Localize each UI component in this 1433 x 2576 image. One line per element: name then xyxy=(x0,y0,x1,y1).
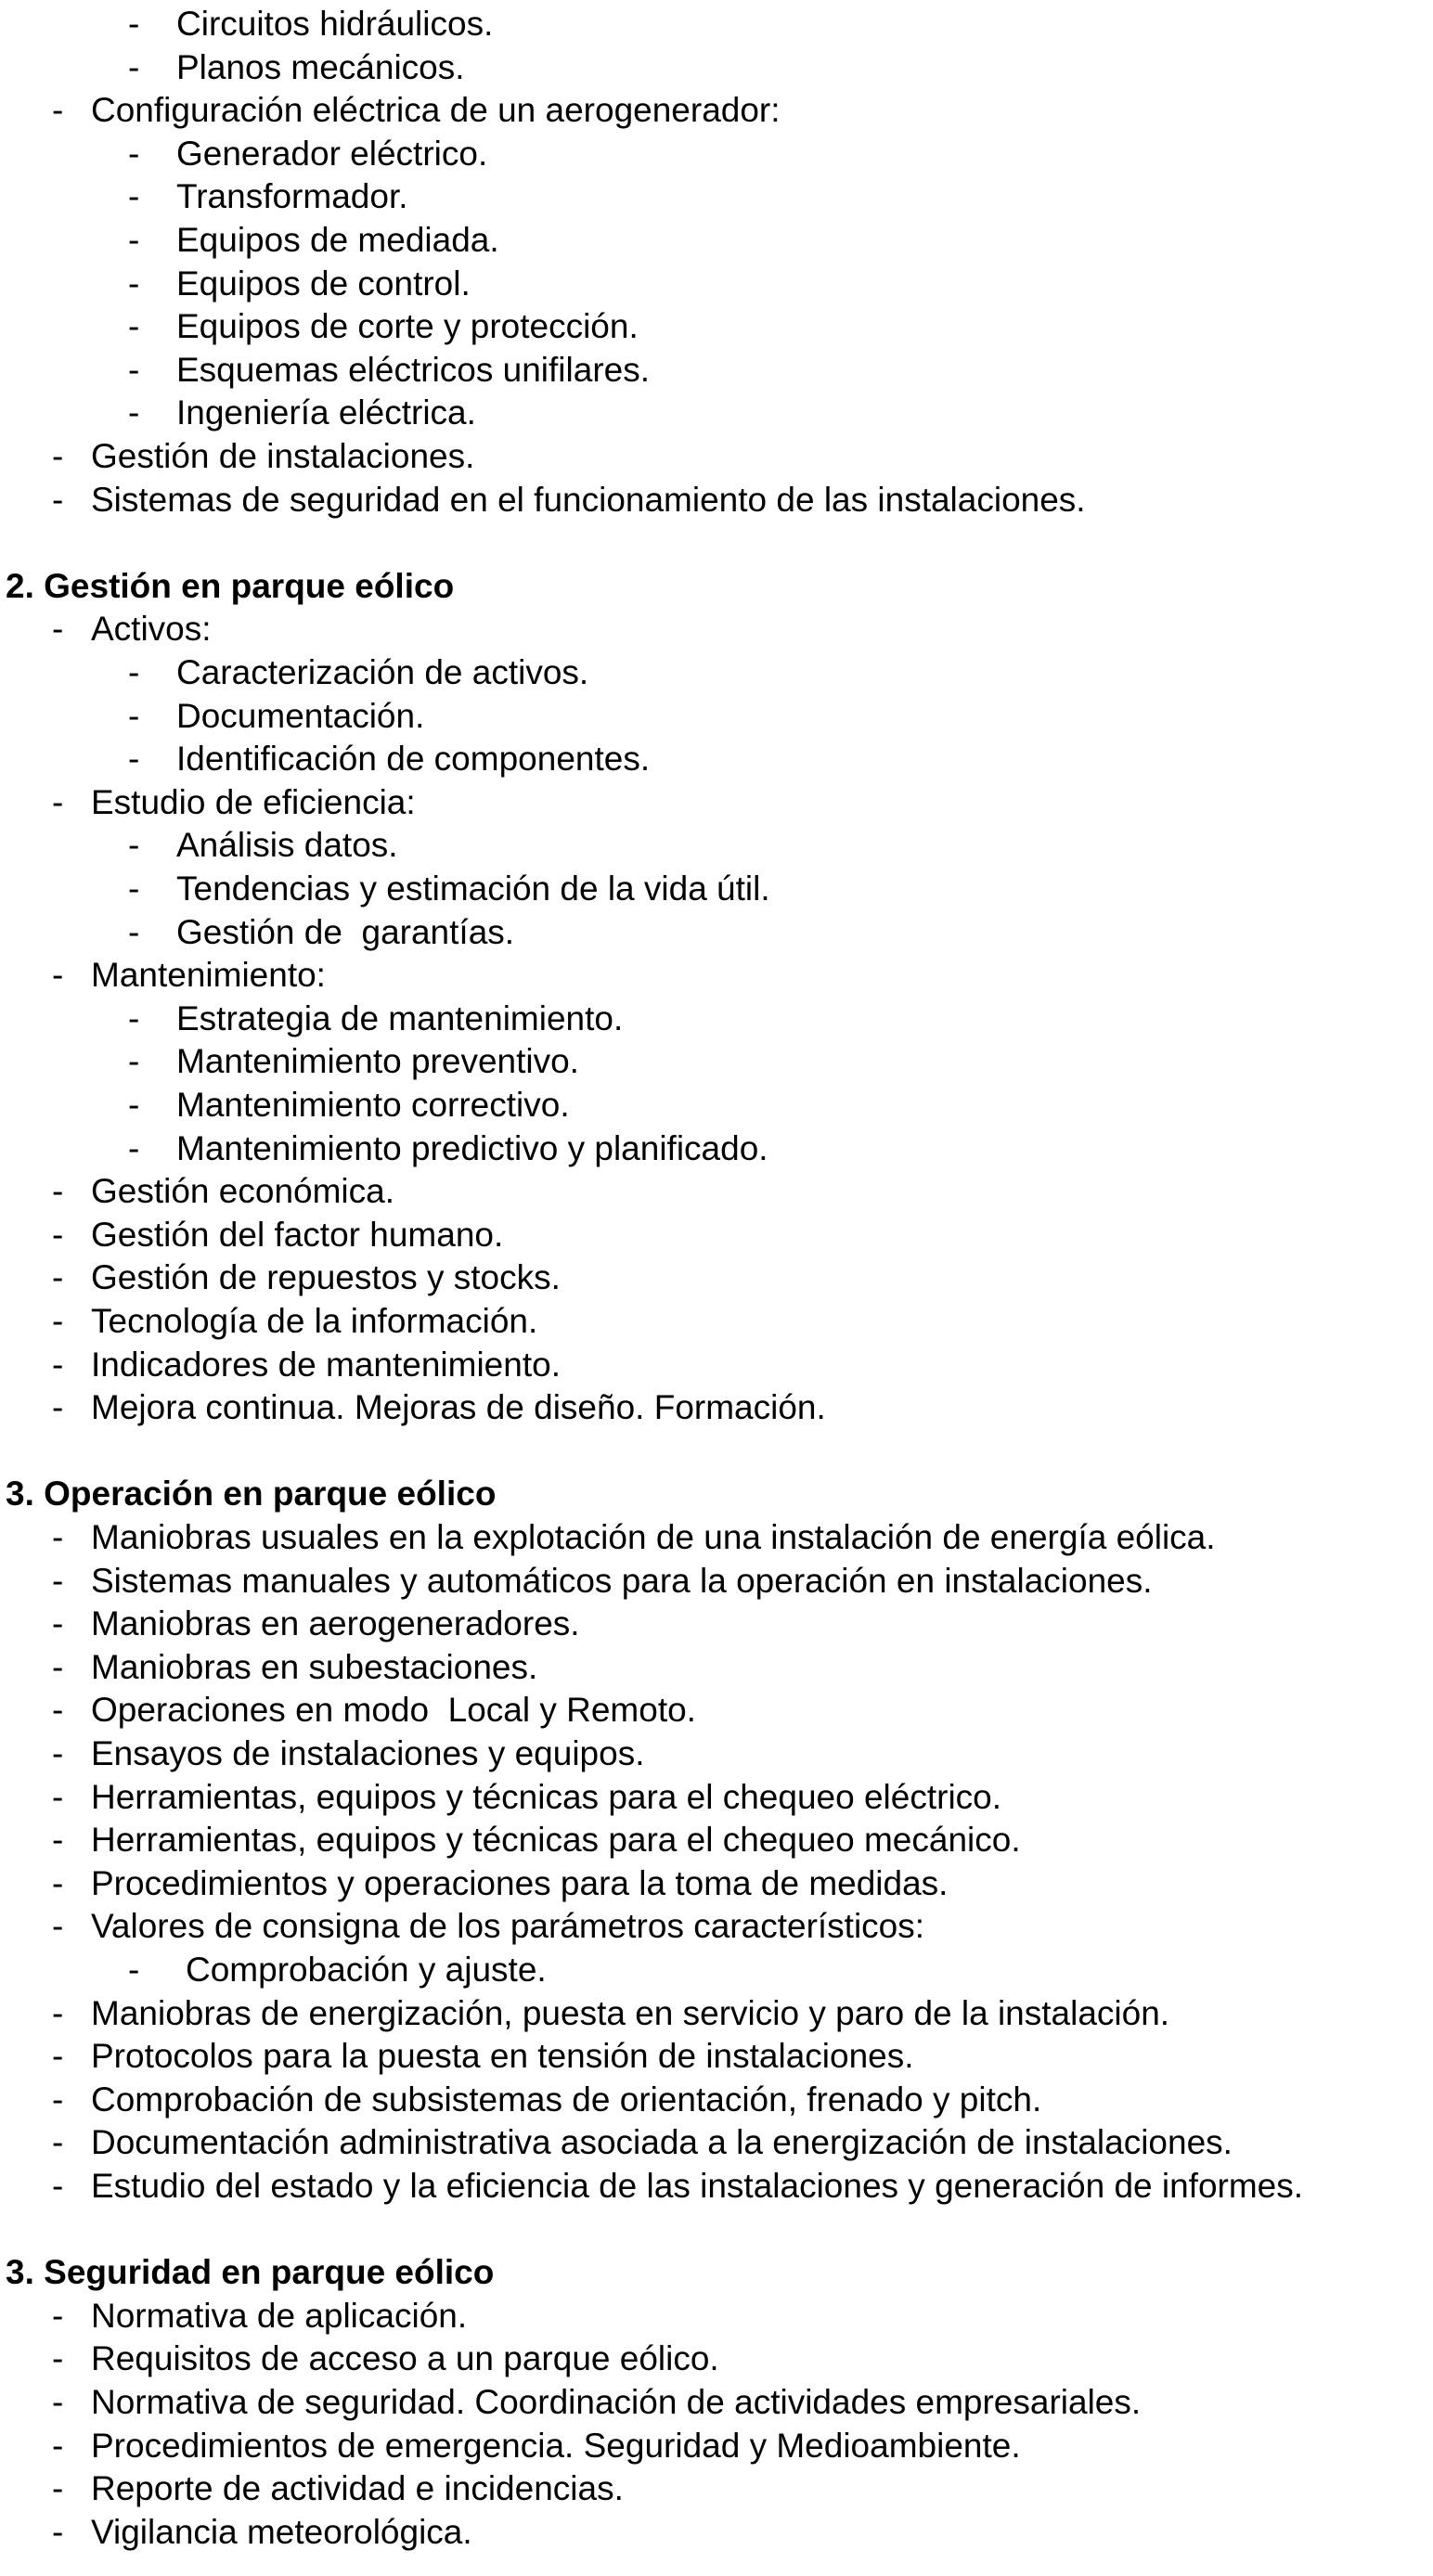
dash-bullet: - xyxy=(128,47,140,86)
item-text: Identificación de componentes. xyxy=(176,740,651,779)
dash-bullet: - xyxy=(128,5,140,43)
item-text: Maniobras en subestaciones. xyxy=(91,1647,538,1686)
item-text: Maniobras usuales en la explotación de una instalación de energía eólica. xyxy=(91,1518,1216,1556)
item-text: Tecnología de la información. xyxy=(91,1302,538,1340)
item-text: Esquemas eléctricos unifilares. xyxy=(176,350,650,389)
item-text: Activos: xyxy=(91,610,212,649)
dash-bullet: - xyxy=(52,2426,64,2465)
dash-bullet: - xyxy=(52,1863,64,1902)
item-text: Herramientas, equipos y técnicas para el chequeo mecánico. xyxy=(91,1821,1021,1860)
item-text: Sistemas de seguridad en el funcionamiento de las instalaciones. xyxy=(91,480,1086,519)
dash-bullet: - xyxy=(52,1907,64,1946)
item-text: Gestión de garantías. xyxy=(176,912,515,951)
item-text: Gestión económica. xyxy=(91,1172,395,1211)
item-text: Normativa de aplicación. xyxy=(91,2296,468,2335)
heading-text: 3. Operación en parque eólico xyxy=(6,1475,497,1513)
dash-bullet: - xyxy=(52,480,64,519)
item-text: Procedimientos y operaciones para la toma de medidas. xyxy=(91,1863,949,1902)
dash-bullet: - xyxy=(52,1691,64,1730)
dash-bullet: - xyxy=(128,1951,140,1989)
item-text: Mantenimiento: xyxy=(91,956,326,995)
item-text: Reporte de actividad e incidencias. xyxy=(91,2469,624,2508)
item-text: Gestión del factor humano. xyxy=(91,1215,504,1254)
item-text: Estudio de eficiencia: xyxy=(91,782,416,821)
item-text: Ensayos de instalaciones y equipos. xyxy=(91,1734,645,1772)
dash-bullet: - xyxy=(52,2383,64,2421)
dash-bullet: - xyxy=(128,264,140,303)
item-text: Equipos de control. xyxy=(176,264,471,303)
dash-bullet: - xyxy=(128,653,140,691)
item-text: Operaciones en modo Local y Remoto. xyxy=(91,1691,696,1730)
dash-bullet: - xyxy=(52,610,64,649)
dash-bullet: - xyxy=(52,1302,64,1340)
dash-bullet: - xyxy=(52,2512,64,2551)
dash-bullet: - xyxy=(128,177,140,216)
dash-bullet: - xyxy=(52,2296,64,2335)
item-text: Transformador. xyxy=(176,177,408,216)
item-text: Gestión de instalaciones. xyxy=(91,437,475,475)
item-text: Documentación. xyxy=(176,696,425,735)
heading-text: 3. Seguridad en parque eólico xyxy=(6,2253,495,2292)
item-text: Protocolos para la puesta en tensión de instalaciones. xyxy=(91,2037,914,2076)
dash-bullet: - xyxy=(52,2080,64,2119)
heading-text: 2. Gestión en parque eólico xyxy=(6,566,455,605)
dash-bullet: - xyxy=(52,437,64,475)
item-text: Gestión de repuestos y stocks. xyxy=(91,1258,561,1297)
item-text: Herramientas, equipos y técnicas para el chequeo eléctrico. xyxy=(91,1777,1002,1816)
dash-bullet: - xyxy=(52,2469,64,2508)
dash-bullet: - xyxy=(128,912,140,951)
item-text: Comprobación de subsistemas de orientación, frenado y pitch. xyxy=(91,2080,1042,2119)
dash-bullet: - xyxy=(52,782,64,821)
item-text: Indicadores de mantenimiento. xyxy=(91,1345,561,1384)
dash-bullet: - xyxy=(128,393,140,432)
item-text: Comprobación y ajuste. xyxy=(186,1951,547,1989)
dash-bullet: - xyxy=(52,1821,64,1860)
item-text: Documentación administrativa asociada a la energización de instalaciones. xyxy=(91,2123,1233,2162)
dash-bullet: - xyxy=(128,869,140,908)
dash-bullet: - xyxy=(52,1258,64,1297)
item-text: Tendencias y estimación de la vida útil. xyxy=(176,869,770,908)
item-text: Generador eléctrico. xyxy=(176,134,488,173)
item-text: Caracterización de activos. xyxy=(176,653,589,691)
item-text: Maniobras de energización, puesta en servicio y paro de la instalación. xyxy=(91,1993,1170,2032)
item-text: Mejora continua. Mejoras de diseño. Formación. xyxy=(91,1388,826,1427)
item-text: Equipos de corte y protección. xyxy=(176,307,639,346)
dash-bullet: - xyxy=(52,91,64,130)
dash-bullet: - xyxy=(128,740,140,779)
dash-bullet: - xyxy=(128,1086,140,1124)
item-text: Vigilancia meteorológica. xyxy=(91,2512,472,2551)
dash-bullet: - xyxy=(128,696,140,735)
dash-bullet: - xyxy=(52,2123,64,2162)
dash-bullet: - xyxy=(52,1172,64,1211)
item-text: Maniobras en aerogeneradores. xyxy=(91,1604,580,1643)
dash-bullet: - xyxy=(128,134,140,173)
item-text: Circuitos hidráulicos. xyxy=(176,5,494,43)
dash-bullet: - xyxy=(128,307,140,346)
dash-bullet: - xyxy=(128,221,140,259)
item-text: Equipos de mediada. xyxy=(176,221,499,259)
dash-bullet: - xyxy=(128,350,140,389)
item-text: Estrategia de mantenimiento. xyxy=(176,998,624,1037)
dash-bullet: - xyxy=(52,2167,64,2205)
item-text: Procedimientos de emergencia. Seguridad y Medioambiente. xyxy=(91,2426,1021,2465)
dash-bullet: - xyxy=(52,1345,64,1384)
dash-bullet: - xyxy=(128,1128,140,1167)
item-text: Análisis datos. xyxy=(176,826,398,865)
item-text: Requisitos de acceso a un parque eólico. xyxy=(91,2339,719,2378)
dash-bullet: - xyxy=(128,998,140,1037)
dash-bullet: - xyxy=(52,1993,64,2032)
dash-bullet: - xyxy=(52,956,64,995)
dash-bullet: - xyxy=(52,1518,64,1556)
item-text: Mantenimiento preventivo. xyxy=(176,1042,579,1081)
dash-bullet: - xyxy=(52,1561,64,1600)
dash-bullet: - xyxy=(52,1647,64,1686)
item-text: Sistemas manuales y automáticos para la operación en instalaciones. xyxy=(91,1561,1153,1600)
dash-bullet: - xyxy=(128,1042,140,1081)
dash-bullet: - xyxy=(52,2339,64,2378)
item-text: Mantenimiento predictivo y planificado. xyxy=(176,1128,768,1167)
item-text: Normativa de seguridad. Coordinación de actividades empresariales. xyxy=(91,2383,1142,2421)
dash-bullet: - xyxy=(128,826,140,865)
item-text: Mantenimiento correctivo. xyxy=(176,1086,570,1124)
item-text: Configuración eléctrica de un aerogenerador: xyxy=(91,91,781,130)
dash-bullet: - xyxy=(52,2037,64,2076)
dash-bullet: - xyxy=(52,1604,64,1643)
item-text: Ingeniería eléctrica. xyxy=(176,393,476,432)
dash-bullet: - xyxy=(52,1777,64,1816)
dash-bullet: - xyxy=(52,1388,64,1427)
dash-bullet: - xyxy=(52,1734,64,1772)
dash-bullet: - xyxy=(52,1215,64,1254)
item-text: Valores de consigna de los parámetros característicos: xyxy=(91,1907,925,1946)
item-text: Planos mecánicos. xyxy=(176,47,465,86)
item-text: Estudio del estado y la eficiencia de las instalaciones y generación de informes. xyxy=(91,2167,1304,2205)
